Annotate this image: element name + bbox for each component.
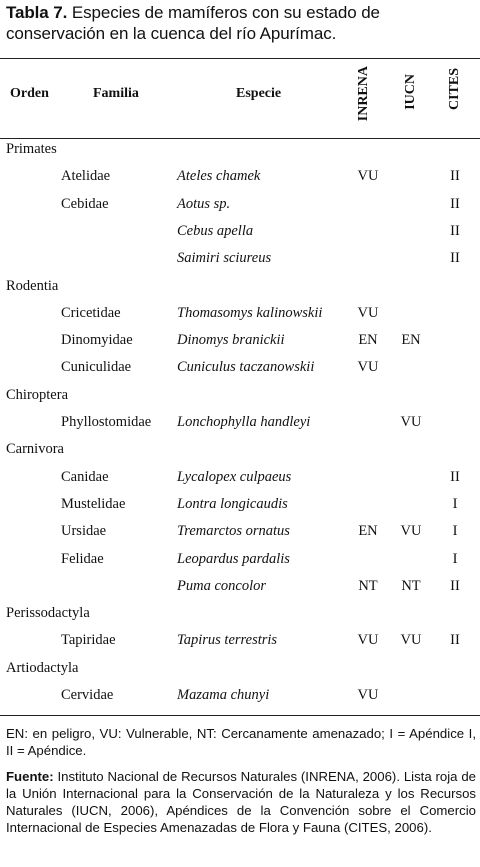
table-row (0, 660, 480, 687)
order-cell: Carnivora (6, 441, 64, 458)
cites-cell: I (452, 523, 458, 540)
species-cell: Saimiri sciureus (177, 250, 272, 267)
header-iucn: IUCN (403, 74, 418, 110)
family-cell: Cricetidae (61, 304, 121, 321)
inrena-cell: VU (357, 359, 379, 376)
iucn-cell: VU (400, 523, 422, 540)
header-familia: Familia (93, 86, 139, 101)
table-row (0, 687, 480, 714)
cites-cell: I (452, 550, 458, 567)
inrena-cell: EN (358, 332, 378, 349)
table-row (0, 168, 480, 195)
species-cell: Tremarctos ornatus (177, 523, 290, 540)
family-cell: Canidae (61, 468, 109, 485)
cites-cell: II (450, 195, 460, 212)
species-cell: Lontra longicaudis (177, 495, 288, 512)
header-inrena: INRENA (356, 66, 371, 122)
table-row (0, 632, 480, 659)
family-cell: Atelidae (61, 168, 111, 185)
inrena-cell: EN (358, 523, 378, 540)
table-row (0, 441, 480, 468)
inrena-cell: NT (358, 577, 378, 594)
table-caption (6, 2, 476, 44)
table-row (0, 496, 480, 523)
table-bottom-rule (0, 715, 480, 716)
table-row (0, 578, 480, 605)
order-cell: Chiroptera (6, 386, 69, 403)
table-row (0, 305, 480, 332)
order-cell: Perissodactyla (6, 605, 90, 622)
cites-cell: II (450, 632, 460, 649)
species-cell: Thomasomys kalinowskii (177, 304, 323, 321)
species-cell: Lonchophylla handleyi (177, 414, 311, 430)
cites-cell: II (450, 577, 460, 594)
table-row (0, 551, 480, 578)
source-label: Fuente: (6, 769, 54, 784)
cites-cell: II (450, 168, 460, 185)
order-cell: Artiodactyla (6, 659, 79, 676)
inrena-cell: VU (357, 687, 379, 703)
cites-cell: II (450, 250, 460, 267)
header-cites: CITES (447, 68, 462, 111)
iucn-cell: NT (401, 577, 421, 594)
family-cell: Felidae (61, 550, 104, 567)
table-row (0, 605, 480, 632)
inrena-cell: VU (357, 168, 379, 185)
table-row (0, 250, 480, 277)
table-row (0, 387, 480, 414)
table-row (0, 469, 480, 496)
species-cell: Puma concolor (177, 577, 266, 594)
family-cell: Cuniculidae (61, 359, 132, 376)
iucn-cell: EN (401, 332, 421, 349)
table-legend: EN: en peligro, VU: Vulnerable, NT: Cercanamente amenazado; I = Apéndice I, II = Apéndice. (6, 726, 476, 758)
table-row (0, 141, 480, 168)
family-cell: Cebidae (61, 195, 109, 212)
header-bottom-rule (0, 138, 480, 139)
species-cell: Aotus sp. (177, 195, 231, 212)
table-row (0, 278, 480, 305)
table-row (0, 523, 480, 550)
species-cell: Ateles chamek (177, 168, 261, 185)
family-cell: Cervidae (61, 687, 114, 703)
caption-label: Tabla 7. (6, 3, 68, 22)
family-cell: Phyllostomidae (61, 414, 152, 430)
header-orden: Orden (10, 86, 49, 101)
inrena-cell: VU (357, 632, 379, 649)
cites-cell: I (452, 495, 458, 512)
species-cell: Dinomys branickii (177, 332, 285, 349)
table-row (0, 414, 480, 441)
table-row (0, 359, 480, 386)
source-text: Instituto Nacional de Recursos Naturales (INRENA, 2006). Lista roja de la Unión Internacional para la Conservación de la Naturaleza y los Recursos Naturales (IUCN, 2006), Apéndices de la Convención sobre el Comercio Internacional de Especies Amenazadas de Flora y Fauna (CITES, 2006). (6, 769, 476, 835)
family-cell: Dinomyidae (61, 332, 133, 349)
family-cell: Mustelidae (61, 495, 126, 512)
species-cell: Cuniculus taczanowskii (177, 359, 315, 376)
cites-cell: II (450, 222, 460, 239)
species-cell: Lycalopex culpaeus (177, 468, 292, 485)
iucn-cell: VU (400, 414, 422, 430)
cites-cell: II (450, 468, 460, 485)
table-top-rule (0, 58, 480, 59)
order-cell: Rodentia (6, 277, 59, 294)
order-cell: Primates (6, 141, 57, 157)
table-row (0, 332, 480, 359)
header-especie: Especie (236, 86, 282, 101)
inrena-cell: VU (357, 304, 379, 321)
iucn-cell: VU (400, 632, 422, 649)
table-row (0, 196, 480, 223)
family-cell: Ursidae (61, 523, 107, 540)
species-cell: Leopardus pardalis (177, 550, 290, 567)
species-cell: Cebus apella (177, 222, 254, 239)
family-cell: Tapiridae (61, 632, 116, 649)
table-row (0, 223, 480, 250)
caption-text: Especies de mamíferos con su estado de conservación en la cuenca del río Apurímac. (6, 3, 380, 43)
species-cell: Tapirus terrestris (177, 632, 278, 649)
table-source (6, 768, 476, 836)
species-cell: Mazama chunyi (177, 687, 270, 703)
